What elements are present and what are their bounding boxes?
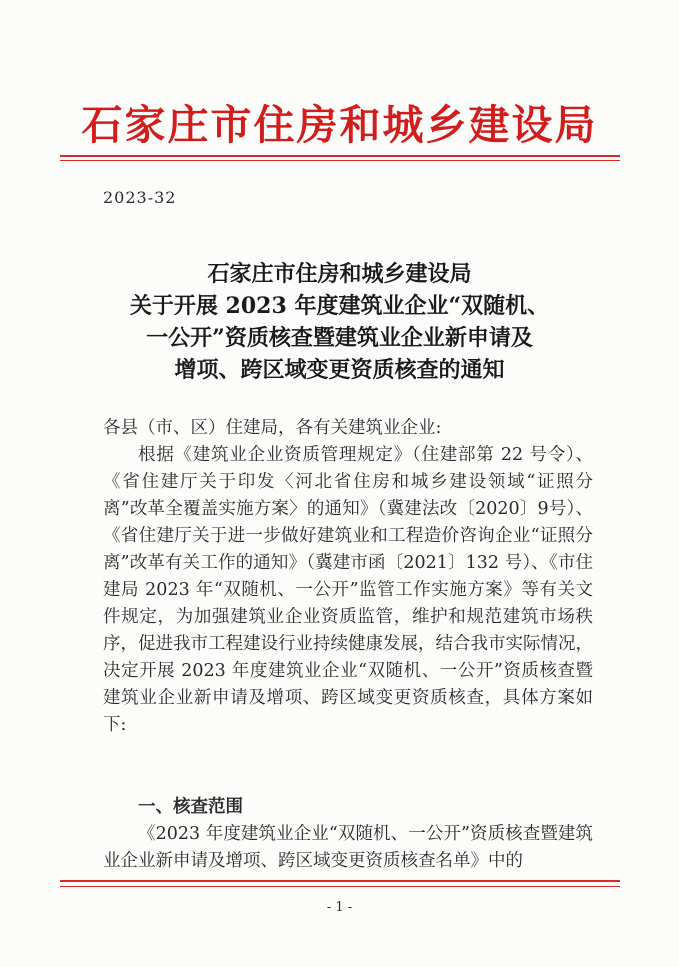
title-line: 关于开展 2023 年度建筑业企业“双随机、 (129, 293, 550, 319)
header-rule-thin (60, 160, 620, 161)
footer-rule-thin (60, 886, 620, 887)
header-rule-thick (60, 155, 620, 157)
body-paragraph-2: 《2023 年度建筑业企业“双随机、一公开”资质核查暨建筑业企业新申请及增项、跨区域变更资质核查名单》中的 (103, 824, 593, 871)
footer-rule-thick (60, 880, 620, 882)
document-number: 2023-32 (103, 188, 177, 207)
title-line: 一公开”资质核查暨建筑业企业新申请及 (146, 325, 533, 351)
header-org-title: 石家庄市住房和城乡建设局 (81, 101, 598, 149)
salutation: 各县（市、区）住建局，各有关建筑业企业: (103, 418, 442, 438)
body-paragraph-1: 根据《建筑业企业资质管理规定》（住建部第 22 号令）、《省住建厅关于印发〈河北省住房和城乡建设领域“证照分离”改革全覆盖实施方案〉的通知》（冀建法改〔2020〕9号）、《省住建厅关于进一步做好建筑业和工程造价咨询企业“证照分离”改革有关工作的通知》（冀建市函〔2021〕132 号）、《市住建局 2023 年“双随机、一公开”监管工作实施方案》等有关文件规定，为加强建筑业企业资质监管，维护和规范建筑市场秩序，促进我市工程建设行业持续健康发展，结合我市实际情况，决定开展 2023 年度建筑业企业“双随机、一公开”资质核查暨建筑业企业新申请及增项、跨区域变更资质核查，具体方案如下: (103, 445, 593, 735)
title-line: 增项、跨区域变更资质核查的通知 (174, 357, 505, 383)
document-title (0, 258, 679, 386)
title-line: 石家庄市住房和城乡建设局 (207, 261, 472, 287)
section-heading-scope: 一、核查范围 (138, 797, 243, 817)
page-number: - 1 - (326, 900, 353, 915)
